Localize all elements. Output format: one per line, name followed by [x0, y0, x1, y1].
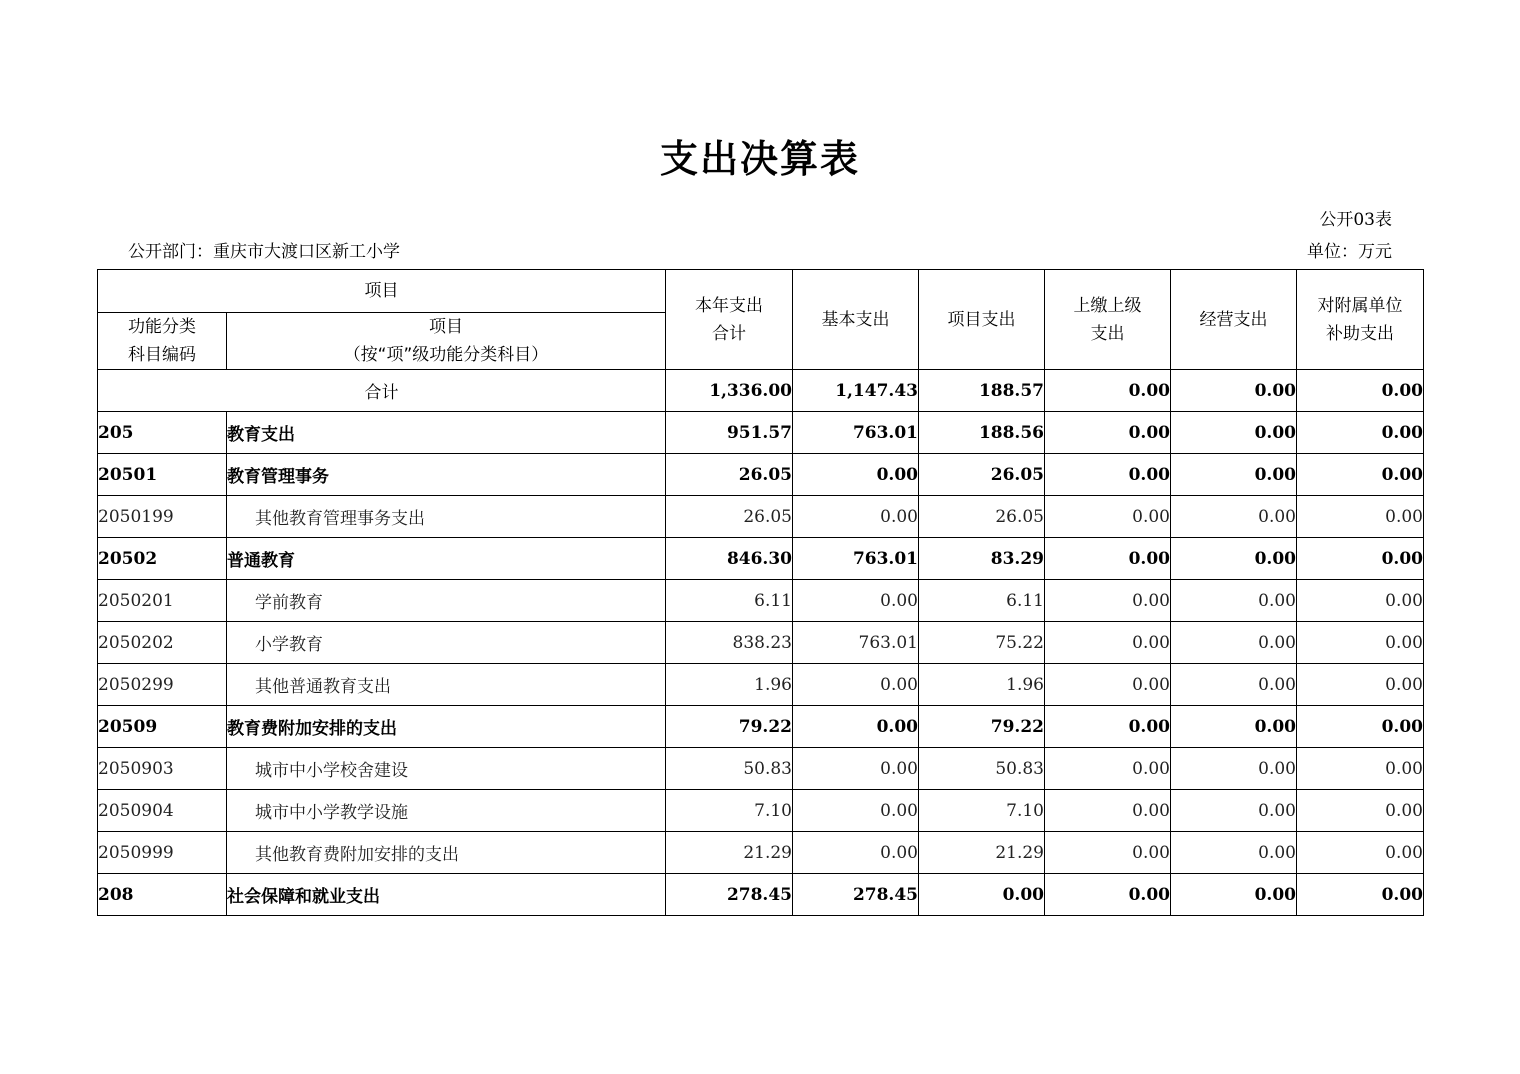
header-basic: 基本支出	[793, 270, 919, 370]
row-value: 0.00	[1171, 622, 1297, 664]
total-row	[98, 370, 1424, 412]
table-row	[98, 496, 1424, 538]
row-value: 0.00	[1171, 790, 1297, 832]
header-item: 项目	[98, 270, 666, 313]
header-subsidy-line2: 补助支出	[1326, 323, 1394, 344]
row-name: 其他教育管理事务支出	[227, 496, 666, 538]
row-name: 教育管理事务	[227, 454, 666, 496]
row-value: 7.10	[666, 790, 793, 832]
row-code: 20502	[98, 538, 227, 580]
row-value: 26.05	[666, 454, 793, 496]
row-value: 79.22	[919, 706, 1045, 748]
row-value: 0.00	[793, 664, 919, 706]
row-value: 0.00	[1297, 748, 1424, 790]
row-value: 0.00	[1297, 538, 1424, 580]
row-value: 75.22	[919, 622, 1045, 664]
row-value: 1.96	[919, 664, 1045, 706]
table-row	[98, 622, 1424, 664]
row-name: 教育费附加安排的支出	[227, 706, 666, 748]
row-code: 2050904	[98, 790, 227, 832]
header-code-line2: 科目编码	[128, 345, 196, 365]
row-value: 0.00	[793, 454, 919, 496]
row-value: 0.00	[1297, 412, 1424, 454]
table-row	[98, 412, 1424, 454]
row-value: 188.56	[919, 412, 1045, 454]
row-value: 0.00	[793, 706, 919, 748]
row-value: 278.45	[793, 874, 919, 916]
header-code	[98, 313, 227, 370]
row-value: 0.00	[1171, 664, 1297, 706]
row-value: 0.00	[1297, 496, 1424, 538]
header-project: 项目支出	[919, 270, 1045, 370]
row-value: 0.00	[1045, 748, 1171, 790]
row-name: 学前教育	[227, 580, 666, 622]
header-total	[666, 270, 793, 370]
row-code: 208	[98, 874, 227, 916]
row-name: 城市中小学校舍建设	[227, 748, 666, 790]
table-row	[98, 832, 1424, 874]
row-value: 838.23	[666, 622, 793, 664]
table-row	[98, 454, 1424, 496]
row-value: 763.01	[793, 412, 919, 454]
row-name: 普通教育	[227, 538, 666, 580]
row-value: 0.00	[1171, 580, 1297, 622]
page-title: 支出决算表	[659, 137, 860, 181]
total-value: 1,147.43	[793, 370, 919, 412]
row-name: 社会保障和就业支出	[227, 874, 666, 916]
total-value: 0.00	[1171, 370, 1297, 412]
row-value: 0.00	[1045, 538, 1171, 580]
header-name-line1: 项目	[429, 317, 463, 337]
row-value: 0.00	[1171, 538, 1297, 580]
header-upper-line1: 上缴上级	[1073, 295, 1142, 316]
row-value: 0.00	[1297, 622, 1424, 664]
row-value: 0.00	[1297, 454, 1424, 496]
row-code: 20501	[98, 454, 227, 496]
row-value: 0.00	[1297, 664, 1424, 706]
total-value: 0.00	[1045, 370, 1171, 412]
row-value: 6.11	[666, 580, 793, 622]
row-name: 教育支出	[227, 412, 666, 454]
row-value: 26.05	[919, 454, 1045, 496]
row-code: 2050299	[98, 664, 227, 706]
table-row	[98, 790, 1424, 832]
row-value: 0.00	[1045, 832, 1171, 874]
department-label: 公开部门：重庆市大渡口区新工小学	[128, 242, 400, 262]
total-label: 合计	[98, 370, 666, 412]
header-upper-line2: 支出	[1090, 323, 1125, 344]
row-value: 0.00	[1045, 412, 1171, 454]
row-value: 50.83	[666, 748, 793, 790]
row-value: 278.45	[666, 874, 793, 916]
row-value: 21.29	[919, 832, 1045, 874]
row-value: 951.57	[666, 412, 793, 454]
row-code: 20509	[98, 706, 227, 748]
row-value: 0.00	[1171, 874, 1297, 916]
header-total-line2: 合计	[712, 323, 746, 344]
row-value: 0.00	[1045, 454, 1171, 496]
row-value: 846.30	[666, 538, 793, 580]
table-row	[98, 706, 1424, 748]
row-name: 城市中小学教学设施	[227, 790, 666, 832]
row-value: 79.22	[666, 706, 793, 748]
row-value: 0.00	[1171, 832, 1297, 874]
row-value: 83.29	[919, 538, 1045, 580]
header-total-line1: 本年支出	[695, 295, 763, 316]
table-number: 公开03表	[1319, 210, 1392, 230]
row-value: 0.00	[1297, 832, 1424, 874]
row-value: 0.00	[1297, 706, 1424, 748]
row-value: 0.00	[793, 496, 919, 538]
header-business: 经营支出	[1171, 270, 1297, 370]
row-code: 2050999	[98, 832, 227, 874]
row-name: 其他教育费附加安排的支出	[227, 832, 666, 874]
row-value: 0.00	[793, 832, 919, 874]
row-value: 0.00	[793, 748, 919, 790]
row-value: 0.00	[919, 874, 1045, 916]
row-value: 0.00	[1045, 664, 1171, 706]
row-value: 0.00	[1171, 748, 1297, 790]
table-row	[98, 580, 1424, 622]
row-value: 0.00	[1045, 790, 1171, 832]
row-value: 0.00	[1297, 874, 1424, 916]
row-value: 0.00	[1297, 790, 1424, 832]
row-code: 2050201	[98, 580, 227, 622]
row-value: 26.05	[666, 496, 793, 538]
row-value: 0.00	[1045, 496, 1171, 538]
header-subsidy-line1: 对附属单位	[1317, 295, 1403, 316]
row-value: 50.83	[919, 748, 1045, 790]
row-value: 0.00	[1171, 496, 1297, 538]
row-value: 763.01	[793, 622, 919, 664]
row-value: 6.11	[919, 580, 1045, 622]
expenditure-table	[97, 269, 1424, 916]
row-value: 0.00	[1045, 622, 1171, 664]
total-value: 188.57	[919, 370, 1045, 412]
row-value: 0.00	[1045, 706, 1171, 748]
total-value: 1,336.00	[666, 370, 793, 412]
header-code-line1: 功能分类	[128, 317, 196, 337]
row-code: 205	[98, 412, 227, 454]
row-value: 0.00	[1045, 874, 1171, 916]
header-subsidy	[1297, 270, 1424, 370]
row-name: 小学教育	[227, 622, 666, 664]
row-value: 0.00	[1171, 706, 1297, 748]
row-value: 0.00	[1171, 412, 1297, 454]
row-value: 7.10	[919, 790, 1045, 832]
unit-label: 单位：万元	[1307, 242, 1392, 262]
row-value: 0.00	[793, 580, 919, 622]
row-value: 0.00	[793, 790, 919, 832]
row-value: 763.01	[793, 538, 919, 580]
header-name	[227, 313, 666, 370]
table-row	[98, 664, 1424, 706]
row-value: 26.05	[919, 496, 1045, 538]
table-row	[98, 874, 1424, 916]
table-row	[98, 538, 1424, 580]
row-code: 2050199	[98, 496, 227, 538]
row-code: 2050202	[98, 622, 227, 664]
table-row	[98, 748, 1424, 790]
total-value: 0.00	[1297, 370, 1424, 412]
header-upper	[1045, 270, 1171, 370]
row-value: 0.00	[1171, 454, 1297, 496]
row-value: 0.00	[1045, 580, 1171, 622]
row-value: 0.00	[1297, 580, 1424, 622]
row-value: 1.96	[666, 664, 793, 706]
header-name-line2: （按“项”级功能分类科目）	[343, 345, 549, 365]
row-value: 21.29	[666, 832, 793, 874]
row-name: 其他普通教育支出	[227, 664, 666, 706]
row-code: 2050903	[98, 748, 227, 790]
